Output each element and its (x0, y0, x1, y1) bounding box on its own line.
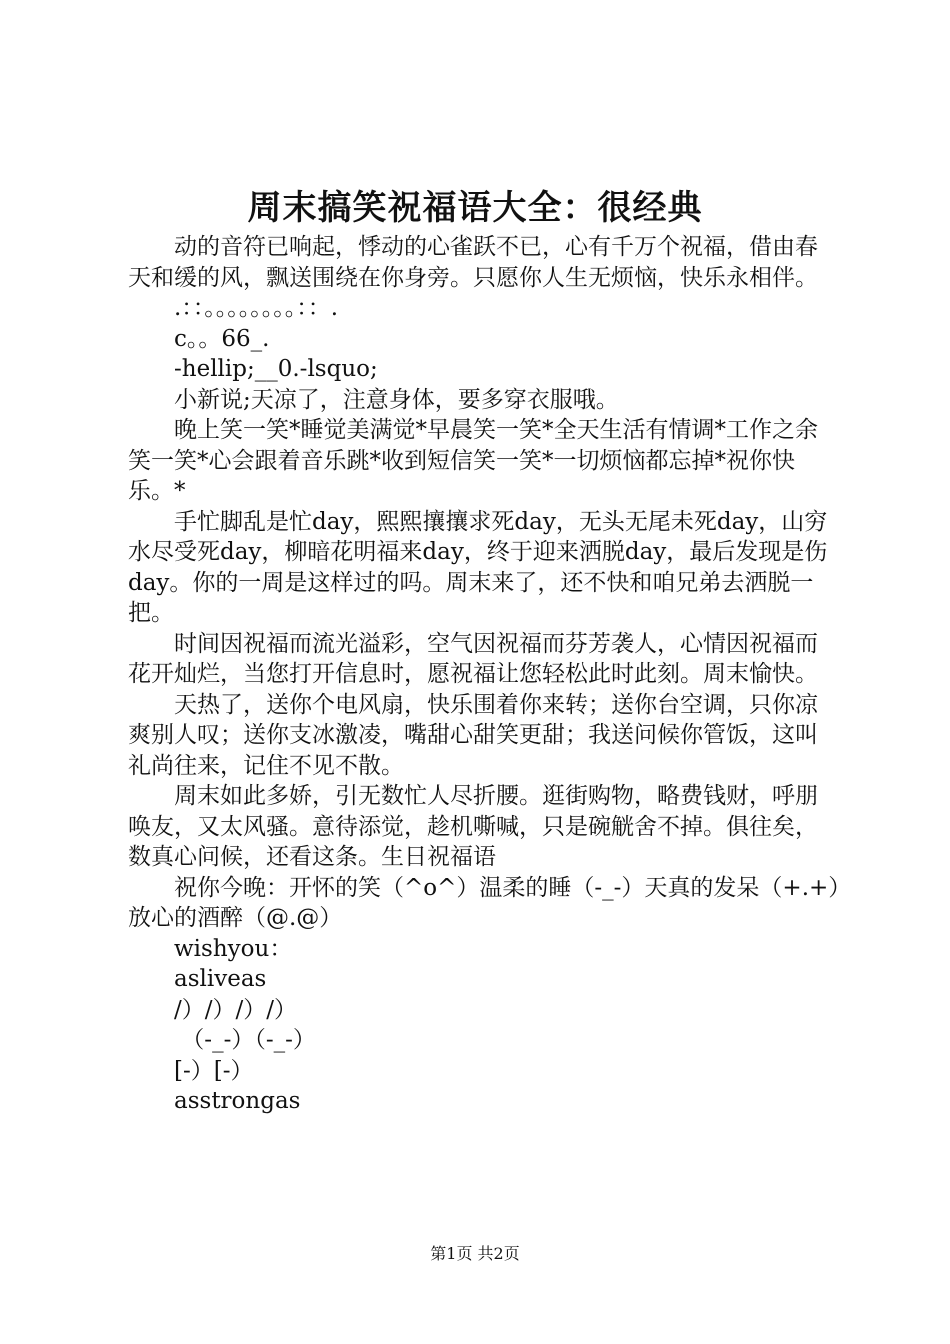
page-footer: 第1页 共2页 (430, 1244, 520, 1263)
paragraph-11: 祝你今晚：开怀的笑（^o^）温柔的睡（-_-）天真的发呆（+.+）放心的酒醉（@.@） (128, 874, 840, 931)
paragraph-12: wishyou： (174, 935, 293, 962)
paragraph-17: asstrongas (174, 1088, 301, 1114)
paragraph-4: -hellip;__0.-lsquo; (174, 356, 378, 382)
paragraph-10: 周末如此多娇，引无数忙人尽折腰。逛街购物，略费钱财，呼朋唤友，又太风骚。意待添觉，趁机嘶喊，只是碗觥舍不掉。俱往矣，数真心问候，还看这条。生日祝福语 (128, 783, 818, 870)
paragraph-15: （-_-）（-_-） (174, 1027, 316, 1053)
paragraph-14: /）/）/）/） (174, 996, 297, 1023)
paragraph-7: 手忙脚乱是忙day，熙熙攘攘求死day，无头无尾未死day，山穷水尽受死day，柳暗花明福来day，终于迎来洒脱day，最后发现是伤day。你的一周是这样过的吗。周末来了，还不快和咱兄弟去洒脱一把。 (128, 508, 828, 626)
document-body (128, 232, 840, 1117)
paragraph-8: 时间因祝福而流光溢彩，空气因祝福而芬芳袭人，心情因祝福而花开灿烂，当您打开信息时，愿祝福让您轻松此时此刻。周末愉快。 (128, 630, 818, 687)
paragraph-13: asliveas (174, 966, 267, 992)
document-title: 周末搞笑祝福语大全：很经典 (247, 188, 703, 228)
paragraph-1: 动的音符已响起，悸动的心雀跃不已，心有千万个祝福，借由春天和缓的风，飘送围绕在你身旁。只愿你人生无烦恼，快乐永相伴。 (128, 234, 818, 291)
paragraph-6: 晚上笑一笑*睡觉美满觉*早晨笑一笑*全天生活有情调*工作之余笑一笑*心会跟着音乐跳*收到短信笑一笑*一切烦恼都忘掉*祝你快乐。* (128, 417, 818, 504)
paragraph-16: [-）[-） (174, 1057, 254, 1084)
paragraph-2: .：：。。。。。。。。：：. (174, 295, 339, 321)
paragraph-9: 天热了，送你个电风扇，快乐围着你来转；送你台空调，只你凉爽别人叹；送你支冰激凌，嘴甜心甜笑更甜；我送问候你管饭，这叫礼尚往来，记住不见不散。 (128, 691, 818, 779)
paragraph-5: 小新说;天凉了，注意身体，要多穿衣服哦。 (174, 386, 619, 413)
paragraph-3: c。。66_. (174, 325, 270, 352)
